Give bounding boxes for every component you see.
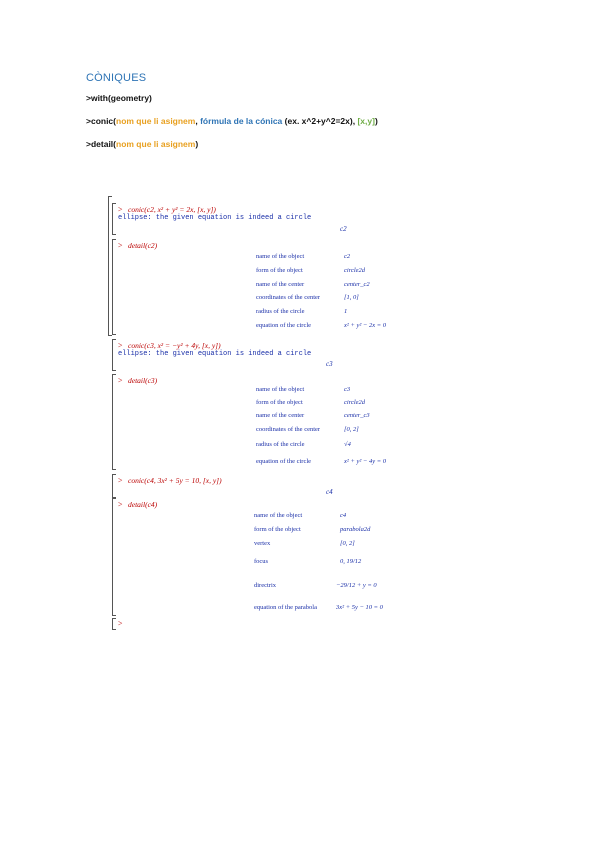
maple-input[interactable]: detail(c2): [128, 241, 158, 250]
detail-label: radius of the circle: [256, 441, 305, 448]
execution-group-bracket: [112, 203, 116, 235]
detail-value: x² + y² − 4y = 0: [344, 458, 386, 465]
page-title: CÒNIQUES: [86, 72, 147, 84]
detail-label: form of the object: [254, 526, 301, 533]
detail-label: name of the object: [254, 512, 303, 519]
detail-value: 0, 19/12: [340, 558, 362, 565]
detail-label: vertex: [254, 540, 271, 547]
detail-value: [0, 2]: [340, 540, 355, 547]
detail-value: −29/12 + y = 0: [336, 582, 377, 589]
detail-label: equation of the parabola: [254, 604, 317, 611]
maple-input[interactable]: conic(c2, x² + y² = 2x, [x, y]): [128, 205, 216, 214]
output-result: c2: [340, 225, 347, 233]
maple-input[interactable]: conic(c4, 3x² + 5y = 10, [x, y]): [128, 476, 222, 485]
execution-group-bracket: [112, 374, 116, 470]
execution-group-bracket: [112, 474, 116, 498]
warning-text: ellipse: the given equation is indeed a circle: [118, 350, 312, 358]
detail-value: circle2d: [344, 267, 366, 274]
detail-value: center_c3: [344, 412, 370, 419]
conic-arg-vars: [x,y]: [357, 116, 375, 126]
execution-group-bracket: [112, 239, 116, 335]
detail-value: [1, 0]: [344, 294, 359, 301]
final-prompt[interactable]: >: [118, 619, 123, 628]
command-conic: [86, 116, 378, 126]
detail-label: name of the object: [256, 253, 305, 260]
command-with: [86, 93, 152, 103]
detail-value: √4: [344, 441, 351, 448]
detail-value: [0, 2]: [344, 426, 359, 433]
conic-arg-formula: fórmula de la cónica: [200, 116, 283, 126]
prompt: >: [118, 205, 123, 214]
detail-value: center_c2: [344, 281, 370, 288]
output-result: c3: [326, 360, 333, 368]
maple-input[interactable]: detail(c3): [128, 376, 158, 385]
detail-label: name of the center: [256, 281, 305, 288]
conic-suffix: ): [374, 116, 378, 126]
execution-group-bracket: [112, 618, 116, 630]
detail-label: form of the object: [256, 399, 303, 406]
detail-label: equation of the circle: [256, 322, 312, 329]
prompt: >: [118, 341, 123, 350]
prompt: >: [118, 476, 123, 485]
maple-input[interactable]: conic(c3, x² = −y² + 4y, [x, y]): [128, 341, 221, 350]
conic-prefix: >conic(: [86, 116, 116, 126]
detail-prefix: >detail(: [86, 139, 116, 149]
detail-value: parabola2d: [340, 526, 371, 533]
detail-label: focus: [254, 558, 269, 565]
detail-value: c4: [340, 512, 347, 519]
detail-label: coordinates of the center: [256, 294, 321, 301]
detail-value: c3: [344, 386, 351, 393]
detail-label: name of the center: [256, 412, 305, 419]
detail-suffix: ): [195, 139, 199, 149]
detail-label: form of the object: [256, 267, 303, 274]
warning-text: ellipse: the given equation is indeed a circle: [118, 214, 312, 222]
output-result: c4: [326, 488, 333, 496]
detail-value: 1: [344, 308, 348, 315]
detail-label: name of the object: [256, 386, 305, 393]
detail-label: directrix: [254, 582, 277, 589]
maple-input[interactable]: detail(c4): [128, 500, 158, 509]
execution-group-bracket: [112, 339, 116, 371]
prompt: >: [118, 500, 123, 509]
prompt: >: [118, 241, 123, 250]
prompt: >: [118, 376, 123, 385]
command-detail: [86, 139, 198, 149]
detail-label: radius of the circle: [256, 308, 305, 315]
detail-value: circle2d: [344, 399, 366, 406]
detail-value: x² + y² − 2x = 0: [344, 322, 386, 329]
detail-label: coordinates of the center: [256, 426, 321, 433]
with-text: >with(geometry): [86, 93, 152, 103]
detail-value: c2: [344, 253, 351, 260]
execution-group-bracket: [112, 498, 116, 616]
conic-arg-name: nom que li asignem: [116, 116, 196, 126]
conic-sep: ,: [195, 116, 201, 126]
conic-example: (ex. x^2+y^2=2x),: [282, 116, 358, 126]
detail-label: equation of the circle: [256, 458, 312, 465]
detail-value: 3x² + 5y − 10 = 0: [336, 604, 383, 611]
maple-worksheet: [108, 196, 438, 636]
detail-arg: nom que li asignem: [116, 139, 196, 149]
